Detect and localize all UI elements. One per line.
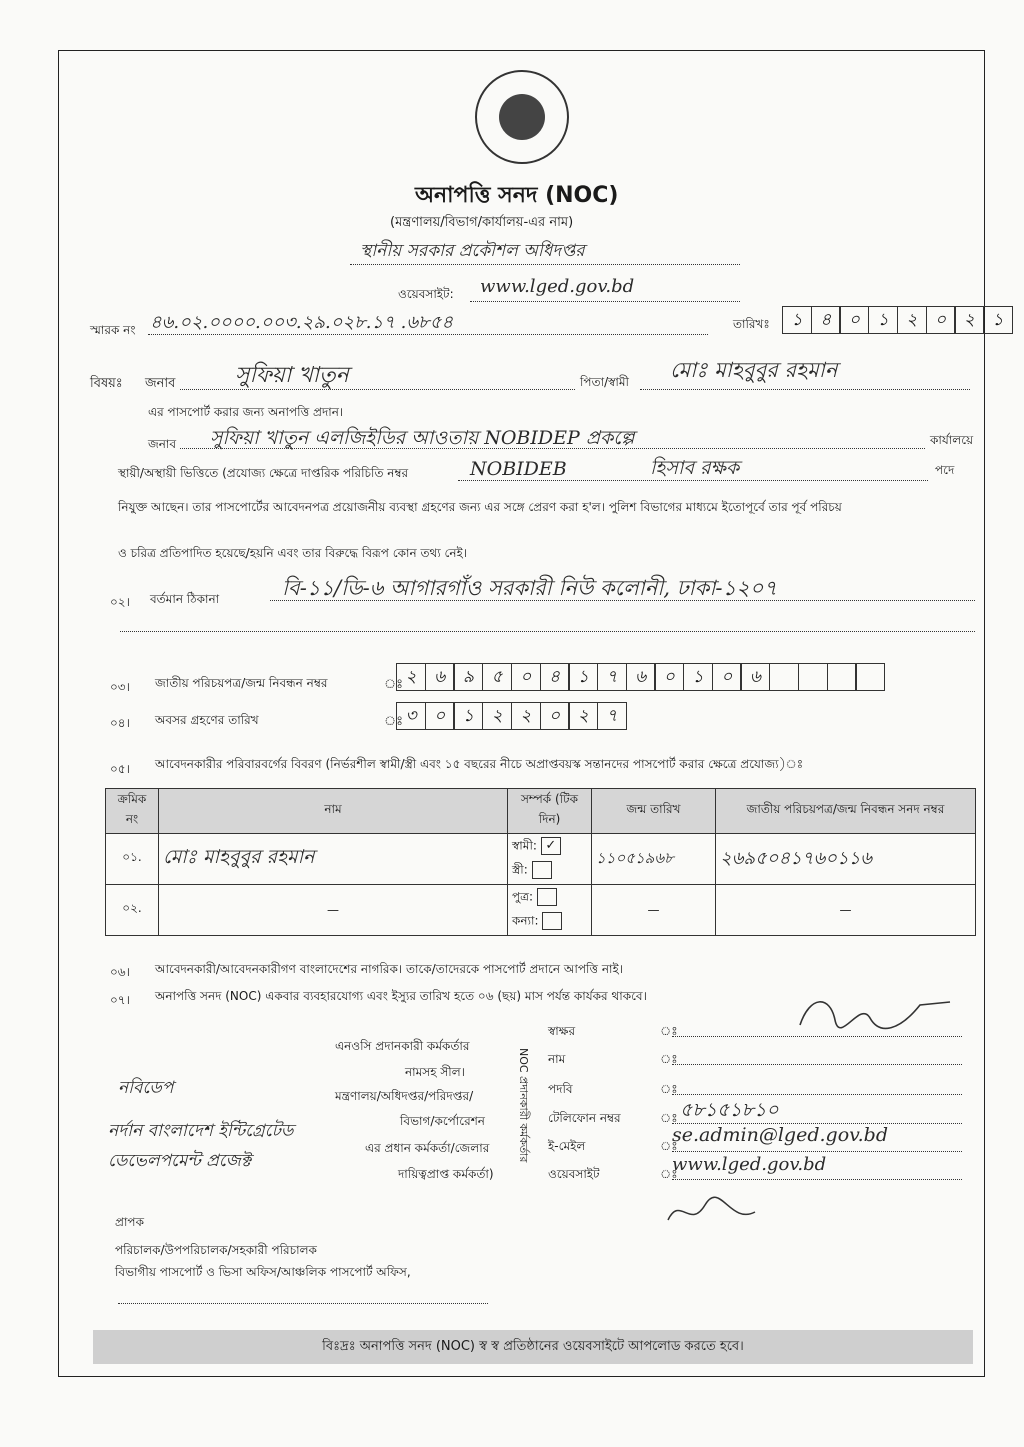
footer-note: বিঃদ্রঃ অনাপত্তি সনদ (NOC) স্ব স্ব প্রতিষ্ঠানের ওয়েবসাইটে আপলোড করতে হবে। (93, 1330, 973, 1364)
note06-text: আবেদনকারী/আবেদনকারীগণ বাংলাদেশের নাগরিক। তাকে/তাদেরকে পাসপোর্ট প্রদানে আপত্তি নাই। (155, 962, 624, 976)
field-label-website: ওয়েবসাইট (548, 1167, 600, 1181)
note06-num: ০৬। (110, 965, 130, 979)
office-name: স্থানীয় সরকার প্রকৌশল অধিদপ্তর (360, 241, 585, 261)
nid-digit-box (827, 663, 857, 691)
nid-digit-box: ০ (654, 663, 684, 691)
phone-value: ৫৮১৫১৮১০ (680, 1099, 779, 1121)
document-title: অনাপত্তি সনদ (NOC) (415, 183, 619, 208)
stamp-line-3: ডেভেলপমেন্ট প্রজেক্ট (108, 1151, 252, 1171)
date-digit-box: ০ (839, 306, 869, 334)
son-checkbox[interactable] (537, 888, 557, 906)
website-value: www.lged.gov.bd (480, 276, 635, 297)
retire-digit-box: ২ (511, 702, 541, 730)
retire-digit-box: ২ (568, 702, 598, 730)
post-suffix: পদে (935, 463, 955, 477)
applicant-name: সুফিয়া খাতুন (235, 363, 349, 388)
field-label-phone: টেলিফোন নম্বর (548, 1111, 621, 1125)
nid-digit-box: ৬ (740, 663, 770, 691)
retire-digit-box: ২ (482, 702, 512, 730)
recipient-line-2: বিভাগীয় পাসপোর্ট ও ভিসা অফিস/আঞ্চলিক পাসপোর্ট অফিস, (115, 1265, 411, 1279)
seal-emblem-icon (499, 94, 545, 140)
nid-digit-box (855, 663, 885, 691)
nid-digit-box: ৭ (597, 663, 627, 691)
retire-digit-box: ১ (453, 702, 483, 730)
item02-label: বর্তমান ঠিকানা (150, 592, 220, 606)
field-colon: ঃ (660, 1082, 678, 1096)
signatory-desc-5: এর প্রধান কর্মকর্তা/জেলার (365, 1141, 490, 1155)
subject-prefix: জনাব (145, 376, 176, 391)
nid-digit-box (798, 663, 828, 691)
date-digit-box: ২ (897, 306, 927, 334)
row-relation (508, 834, 592, 885)
family-table (105, 788, 976, 936)
website-label: ওয়েবসাইট: (398, 287, 454, 301)
item05-num: ০৫। (110, 762, 130, 776)
nid-digit-box: ২ (396, 663, 426, 691)
row-serial: ০২. (106, 885, 159, 936)
parent-name: মোঃ মাহবুবুর রহমান (670, 358, 838, 382)
nid-boxes (396, 663, 884, 691)
nid-digit-box: ৪ (540, 663, 570, 691)
nid-digit-box (769, 663, 799, 691)
row-nid: — (716, 885, 976, 936)
field-colon: ঃ (660, 1139, 678, 1153)
field-label-email: ই-মেইল (548, 1139, 586, 1153)
item04-label: অবসর গ্রহণের তারিখ (155, 713, 259, 727)
item03-num: ০৩। (110, 680, 130, 694)
table-row (106, 885, 976, 936)
field-colon: ঃ (660, 1024, 678, 1038)
retire-digit-box: ৭ (597, 702, 627, 730)
col-serial: ক্রমিক নং (106, 789, 159, 834)
nid-digit-box: ৬ (425, 663, 455, 691)
field-label-signature: স্বাক্ষর (548, 1024, 576, 1038)
signatory-desc-6: দায়িত্বপ্রাপ্ত কর্মকর্তা) (398, 1167, 494, 1181)
nid-digit-box: ০ (511, 663, 541, 691)
field-label-designation: পদবি (548, 1082, 573, 1096)
initial-scribble (660, 1190, 770, 1235)
col-dob: জন্ম তারিখ (592, 789, 716, 834)
date-digit-box: ১ (868, 306, 898, 334)
date-digit-box: ০ (926, 306, 956, 334)
relation-label-husband: স্বামী: (512, 838, 537, 852)
employee-line: সুফিয়া খাতুন এলজিইডির আওতায় NOBIDEP প্রকল্পে (210, 427, 635, 449)
item05-label: আবেদনকারীর পরিবারবর্গের বিবরণ (নির্ভরশীল স্বামী/স্ত্রী এবং ১৫ বছরের নীচে অপ্রাপ্তবয়স্ক সন্তানদের পাসপোর্ট করার ক্ষেত্রে প্রযোজ্য)ঃ (155, 757, 804, 771)
stamp-line-1: নবিডেপ (118, 1078, 174, 1098)
nid-digit-box: ৯ (453, 663, 483, 691)
wife-checkbox[interactable] (532, 861, 552, 879)
parent-label: পিতা/স্বামী (580, 375, 629, 389)
nid-digit-box: ০ (712, 663, 742, 691)
retirement-date-boxes (396, 702, 626, 730)
relation-label-daughter: কন্যা: (512, 913, 539, 928)
row-name: — (159, 885, 508, 936)
recipient-label: প্রাপক (115, 1215, 144, 1229)
body-jonab: জনাব (148, 437, 177, 451)
date-digit-box: ১ (782, 306, 812, 334)
date-digit-box: ১ (983, 306, 1013, 334)
government-seal (475, 70, 569, 164)
date-digit-box: ২ (954, 306, 984, 334)
field-colon: ঃ (660, 1167, 678, 1181)
signatory-desc-1: এনওসি প্রদানকারী কর্মকর্তার (335, 1039, 470, 1053)
document-subtitle: (মন্ত্রণালয়/বিভাগ/কার্যালয়-এর নাম) (390, 215, 574, 230)
row-dob: — (592, 885, 716, 936)
signatory-desc-4: বিভাগ/কর্পোরেশন (400, 1114, 485, 1128)
row-dob: ১১০৫১৯৬৮ (592, 834, 716, 885)
field-label-name: নাম (548, 1052, 566, 1066)
row-name: মোঃ মাহবুবুর রহমান (159, 834, 508, 885)
body-para1: নিযুক্ত আছেন। তার পাসপোর্টের আবেদনপত্র প্রয়োজনীয় ব্যবস্থা গ্রহণের জন্য এর সঙ্গে প্রেরণ করা হ'ল। পুলিশ বিভাগের মাধ্যমে ইতোপূর্বে তার পূর্ব পরিচয় (118, 500, 842, 514)
website-field-value: www.lged.gov.bd (672, 1154, 827, 1175)
signatory-desc-2: নামসহ সীল। (405, 1065, 465, 1079)
date-label: তারিখঃ (733, 317, 770, 331)
subject-purpose: এর পাসপোর্ট করার জন্য অনাপত্তি প্রদান। (148, 405, 344, 419)
retire-digit-box: ০ (540, 702, 570, 730)
field-colon: ঃ (660, 1111, 678, 1125)
stamp-line-2: নর্দান বাংলাদেশ ইন্টিগ্রেটেড (108, 1121, 294, 1141)
row-relation (508, 885, 592, 936)
address-value: বি-১১/ডি-৬ আগারগাঁও সরকারী নিউ কলোনী, ঢাকা-১২০৭ (282, 576, 778, 600)
body-para2: ও চরিত্র প্রতিপাদিত হয়েছে/হয়নি এবং তার বিরুদ্ধে বিরূপ কোন তথ্য নেই। (118, 546, 468, 560)
signatory-desc-3: মন্ত্রণালয়/অধিদপ্তর/পরিদপ্তর/ (335, 1089, 474, 1103)
relation-label-wife: স্ত্রী: (512, 862, 528, 877)
daughter-checkbox[interactable] (542, 912, 562, 930)
email-value: se.admin@lged.gov.bd (672, 1124, 888, 1146)
table-row (106, 834, 976, 885)
memo-value: ৪৬.০২.০০০০.০০৩.২৯.০২৮.১৭ .৬৮৫৪ (150, 312, 454, 333)
item04-colon: ঃ (384, 714, 404, 729)
date-boxes (782, 306, 1012, 334)
nid-digit-box: ৬ (626, 663, 656, 691)
recipient-line-1: পরিচালক/উপপরিচালক/সহকারী পরিচালক (115, 1243, 317, 1257)
vertical-caption: NOC প্রদানকারী কর্মকর্তার (517, 1047, 530, 1163)
nid-digit-box: ১ (568, 663, 598, 691)
col-relation: সম্পর্ক (টিক দিন) (508, 789, 592, 834)
col-name: নাম (159, 789, 508, 834)
field-colon: ঃ (660, 1052, 678, 1066)
item04-num: ০৪। (110, 716, 130, 730)
nid-digit-box: ৫ (482, 663, 512, 691)
col-nid: জাতীয় পরিচয়পত্র/জন্ম নিবন্ধন সনদ নম্বর (716, 789, 976, 834)
designation: হিসাব রক্ষক (650, 457, 740, 479)
nid-digit-box: ১ (683, 663, 713, 691)
row-serial: ০১. (106, 834, 159, 885)
office-suffix: কার্যালয়ে (930, 433, 974, 447)
id-value: NOBIDEB (470, 458, 567, 480)
signature-scribble (790, 990, 960, 1040)
memo-label: স্মারক নং (90, 323, 136, 337)
note07-text: অনাপত্তি সনদ (NOC) একবার ব্যবহারযোগ্য এবং ইস্যুর তারিখ হতে ০৬ (ছয়) মাস পর্যন্ত কার্যকর থাকবে। (155, 989, 647, 1003)
row-nid: ২৬৯৫০৪১৭৬০১১৬ (716, 834, 976, 885)
date-digit-box: ৪ (811, 306, 841, 334)
note07-num: ০৭। (110, 993, 130, 1007)
item03-label: জাতীয় পরিচয়পত্র/জন্ম নিবন্ধন নম্বর (155, 676, 328, 690)
husband-checkbox[interactable]: ✓ (541, 837, 561, 855)
retire-digit-box: ৩ (396, 702, 426, 730)
item02-num: ০২। (110, 595, 130, 609)
id-prefix: স্থায়ী/অস্থায়ী ভিত্তিতে (প্রযোজ্য ক্ষেত্রে দাপ্তরিক পরিচিতি নম্বর (118, 466, 409, 480)
relation-label-son: পুত্র: (512, 889, 534, 903)
retire-digit-box: ০ (425, 702, 455, 730)
subject-label: বিষয়ঃ (90, 376, 123, 391)
item03-colon: ঃ (384, 677, 404, 692)
